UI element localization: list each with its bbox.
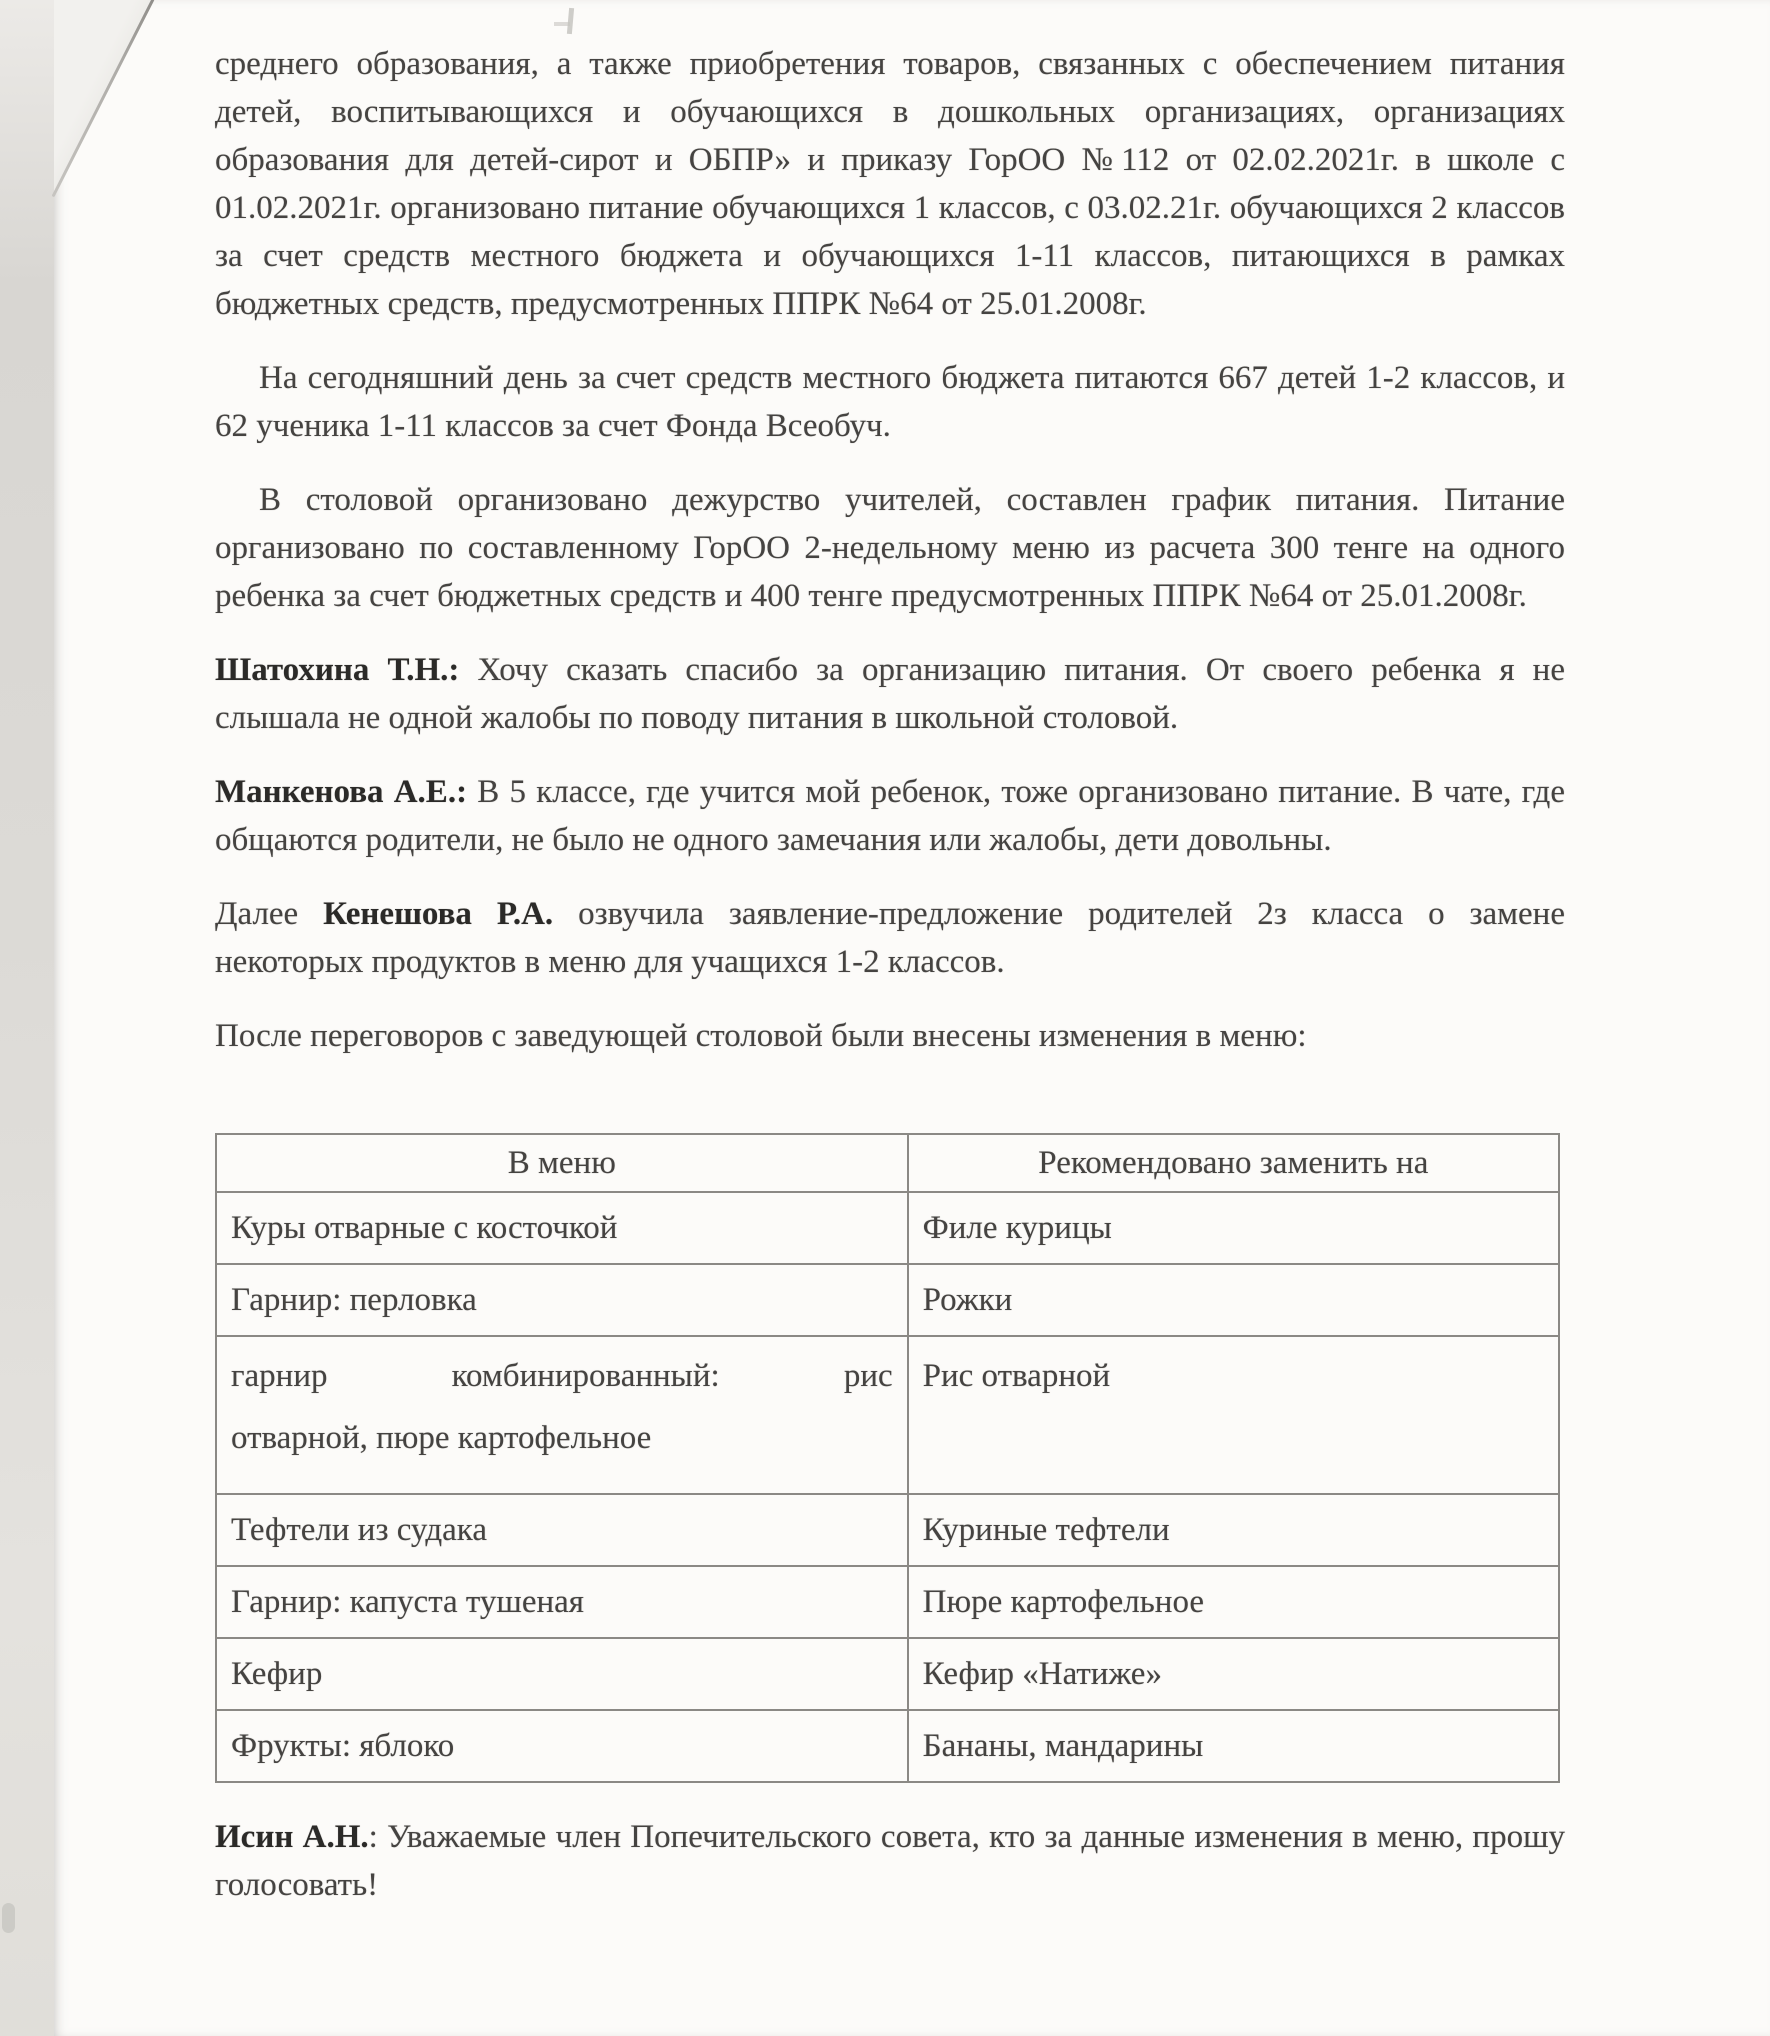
table-header-row	[216, 1134, 1559, 1192]
cell-menu-item: Гарнир: капуста тушеная	[216, 1566, 908, 1638]
speaker-name-mankenova: Манкенова А.Е.:	[215, 774, 468, 810]
speech-text-isin: : Уважаемые член Попечительского совета, кто за данные изменения в меню, прошу голосовать!	[215, 1819, 1565, 1903]
speech-text-keneshova: озвучила заявление-предложение родителей 2з класса о замене некоторых продуктов в меню для учащихся 1-2 классов.	[215, 896, 1565, 980]
cell-menu-line2: отварной, пюре картофельное	[231, 1420, 652, 1456]
cell-replacement: Бананы, мандарины	[908, 1710, 1559, 1782]
paragraph-canteen-schedule: В столовой организовано дежурство учителей, составлен график питания. Питание организовано по составленному ГорОО 2-недельному меню из расчета 300 тенге на одного ребенка за счет бюджетных средств и 400 тенге предусмотренных ППРК №64 от 25.01.2008г.	[215, 482, 1565, 614]
cell-replacement: Пюре картофельное	[908, 1566, 1559, 1638]
cell-menu-item	[216, 1336, 908, 1494]
speaker-name-isin: Исин А.Н.	[215, 1819, 369, 1855]
table-row-cabbage	[216, 1566, 1559, 1638]
paragraph-speech-keneshova	[215, 890, 1565, 986]
cell-menu-item: Фрукты: яблоко	[216, 1710, 908, 1782]
menu-replacement-table	[215, 1133, 1560, 1783]
table-row-combined-garnish	[216, 1336, 1559, 1494]
cell-replacement: Рожки	[908, 1264, 1559, 1336]
speech-text-mankenova: В 5 классе, где учится мой ребенок, тоже организовано питание. В чате, где общаются родители, не было не одного замечания или жалобы, дети довольны.	[215, 774, 1565, 858]
speaker-name-shatokhina: Шатохина Т.Н.:	[215, 652, 460, 688]
table-row-kefir	[216, 1638, 1559, 1710]
paragraph-menu-intro: После переговоров с заведующей столовой были внесены изменения в меню:	[215, 1018, 1307, 1054]
cell-menu-item: Куры отварные с косточкой	[216, 1192, 908, 1264]
table-row-chicken	[216, 1192, 1559, 1264]
cell-replacement: Кефир «Натиже»	[908, 1638, 1559, 1710]
paragraph-speech-shatokhina	[215, 646, 1565, 742]
cell-menu-line1: гарнир комбинированный: рис	[231, 1358, 893, 1394]
document-content	[215, 40, 1565, 1909]
cell-menu-item: Тефтели из судака	[216, 1494, 908, 1566]
scanner-edge-band	[0, 0, 54, 2036]
scan-artifact-blob	[2, 1903, 15, 1933]
document-page	[54, 0, 1770, 2036]
scan-artifact-tick	[567, 8, 574, 34]
paragraph-speech-mankenova	[215, 768, 1565, 864]
table-row-barley	[216, 1264, 1559, 1336]
table-row-meatballs	[216, 1494, 1559, 1566]
speech-prefix-keneshova: Далее	[215, 896, 324, 932]
scan-artifact-speck	[554, 22, 570, 26]
cell-replacement: Филе курицы	[908, 1192, 1559, 1264]
table-header-replace-with: Рекомендовано заменить на	[908, 1134, 1559, 1192]
table-row-fruit	[216, 1710, 1559, 1782]
paragraph-funding-order: среднего образования, а также приобретения товаров, связанных с обеспечением питания детей, воспитывающихся и обучающихся в дошкольных организациях, организациях образования для детей-сирот и ОБПР» и приказу ГорОО №112 от 02.02.2021г. в школе с 01.02.2021г. организовано питание обучающихся 1 классов, с 03.02.21г. обучающихся 2 классов за счет средств местного бюджета и обучающихся 1-11 классов, питающихся в рамках бюджетных средств, предусмотренных ППРК №64 от 25.01.2008г.	[215, 46, 1565, 322]
cell-replacement: Куриные тефтели	[908, 1494, 1559, 1566]
speaker-name-keneshova: Кенешова Р.А.	[323, 896, 554, 932]
paragraph-today-stats: На сегодняшний день за счет средств местного бюджета питаются 667 детей 1-2 классов, и 62 ученика 1-11 классов за счет Фонда Всеобуч.	[215, 360, 1565, 444]
cell-menu-item: Гарнир: перловка	[216, 1264, 908, 1336]
table-header-in-menu: В меню	[216, 1134, 908, 1192]
speech-text-shatokhina: Хочу сказать спасибо за организацию питания. От своего ребенка я не слышала не одной жалобы по поводу питания в школьной столовой.	[215, 652, 1565, 736]
cell-replacement: Рис отварной	[908, 1336, 1559, 1494]
cell-menu-item: Кефир	[216, 1638, 908, 1710]
paragraph-speech-isin	[215, 1813, 1565, 1909]
